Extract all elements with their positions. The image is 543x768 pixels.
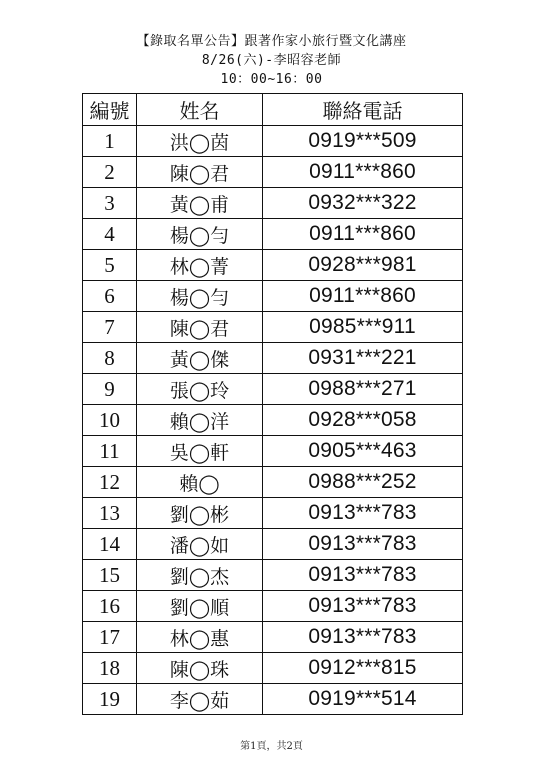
table-row	[83, 281, 463, 312]
row-name-cell: 林◯菁	[137, 250, 263, 281]
row-name-cell: 劉◯杰	[137, 560, 263, 591]
row-number-cell: 7	[83, 312, 137, 343]
row-name-cell: 吳◯軒	[137, 436, 263, 467]
row-name-cell: 洪◯茵	[137, 126, 263, 157]
table-row	[83, 405, 463, 436]
row-number-cell: 16	[83, 591, 137, 622]
announcement-title: 【錄取名單公告】跟著作家小旅行暨文化講座	[136, 34, 407, 49]
row-phone-cell: 0985***911	[263, 312, 463, 343]
row-phone-cell: 0911***860	[263, 219, 463, 250]
table-row	[83, 560, 463, 591]
row-phone-cell: 0913***783	[263, 591, 463, 622]
row-number-cell: 6	[83, 281, 137, 312]
table-row	[83, 374, 463, 405]
row-name-cell: 黃◯傑	[137, 343, 263, 374]
row-phone-cell: 0988***271	[263, 374, 463, 405]
row-phone-cell: 0913***783	[263, 622, 463, 653]
row-phone-cell: 0928***981	[263, 250, 463, 281]
row-phone-cell: 0911***860	[263, 281, 463, 312]
table-row	[83, 436, 463, 467]
row-number-cell: 18	[83, 653, 137, 684]
row-name-cell: 楊◯勻	[137, 281, 263, 312]
row-name-cell: 賴◯	[137, 467, 263, 498]
table-row	[83, 219, 463, 250]
row-number-cell: 1	[83, 126, 137, 157]
table-row	[83, 498, 463, 529]
table-row	[83, 529, 463, 560]
column-header-name: 姓名	[137, 94, 263, 126]
row-name-cell: 潘◯如	[137, 529, 263, 560]
table-row	[83, 250, 463, 281]
row-name-cell: 黃◯甫	[137, 188, 263, 219]
event-time: 10：00~16：00	[220, 72, 323, 87]
row-number-cell: 10	[83, 405, 137, 436]
row-phone-cell: 0988***252	[263, 467, 463, 498]
row-phone-cell: 0913***783	[263, 560, 463, 591]
table-row	[83, 591, 463, 622]
column-header-number: 編號	[83, 94, 137, 126]
page-footer: 第1頁，共2頁	[240, 741, 303, 752]
row-name-cell: 楊◯勻	[137, 219, 263, 250]
row-phone-cell: 0905***463	[263, 436, 463, 467]
row-name-cell: 陳◯君	[137, 312, 263, 343]
row-name-cell: 賴◯洋	[137, 405, 263, 436]
admission-list-table	[82, 93, 463, 715]
event-date-teacher: 8/26(六)-李昭容老師	[201, 53, 342, 68]
table-row	[83, 343, 463, 374]
column-header-phone: 聯絡電話	[263, 94, 463, 126]
row-name-cell: 陳◯君	[137, 157, 263, 188]
row-number-cell: 8	[83, 343, 137, 374]
row-number-cell: 19	[83, 684, 137, 715]
table-header-row	[83, 94, 463, 126]
row-phone-cell: 0913***783	[263, 529, 463, 560]
row-phone-cell: 0928***058	[263, 405, 463, 436]
row-number-cell: 17	[83, 622, 137, 653]
row-phone-cell: 0919***509	[263, 126, 463, 157]
table-row	[83, 157, 463, 188]
row-number-cell: 13	[83, 498, 137, 529]
row-number-cell: 5	[83, 250, 137, 281]
table-row	[83, 467, 463, 498]
table-row	[83, 126, 463, 157]
row-number-cell: 9	[83, 374, 137, 405]
table-body	[83, 126, 463, 715]
row-number-cell: 3	[83, 188, 137, 219]
row-number-cell: 15	[83, 560, 137, 591]
row-phone-cell: 0912***815	[263, 653, 463, 684]
page-header	[0, 32, 543, 89]
table-row	[83, 684, 463, 715]
row-name-cell: 劉◯順	[137, 591, 263, 622]
row-number-cell: 2	[83, 157, 137, 188]
table-row	[83, 622, 463, 653]
row-name-cell: 李◯茹	[137, 684, 263, 715]
row-number-cell: 12	[83, 467, 137, 498]
table-row	[83, 653, 463, 684]
row-phone-cell: 0919***514	[263, 684, 463, 715]
row-name-cell: 陳◯珠	[137, 653, 263, 684]
row-number-cell: 11	[83, 436, 137, 467]
row-phone-cell: 0913***783	[263, 498, 463, 529]
row-name-cell: 林◯惠	[137, 622, 263, 653]
row-number-cell: 4	[83, 219, 137, 250]
table-row	[83, 312, 463, 343]
row-phone-cell: 0911***860	[263, 157, 463, 188]
row-name-cell: 張◯玲	[137, 374, 263, 405]
table-row	[83, 188, 463, 219]
row-name-cell: 劉◯彬	[137, 498, 263, 529]
row-phone-cell: 0932***322	[263, 188, 463, 219]
row-number-cell: 14	[83, 529, 137, 560]
row-phone-cell: 0931***221	[263, 343, 463, 374]
